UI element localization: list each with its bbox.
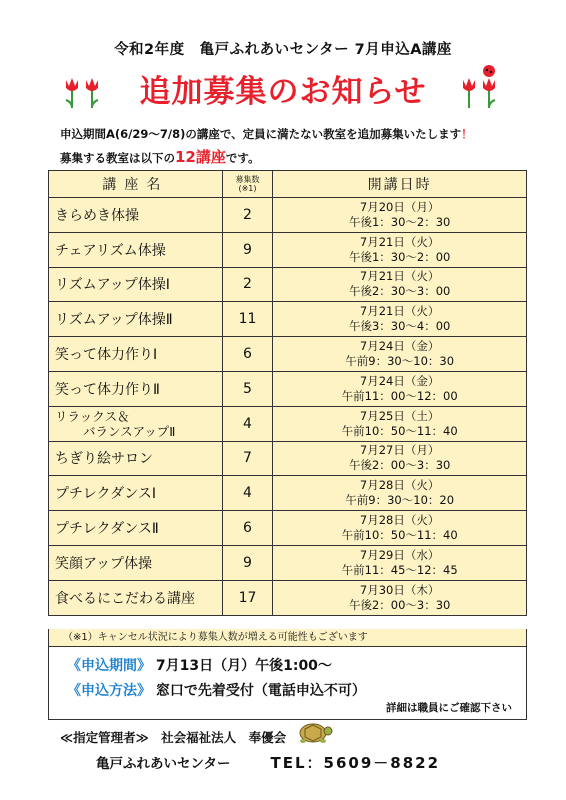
course-date: 7月28日（火） xyxy=(359,478,440,493)
course-name: 食べるにこだわる講座 xyxy=(55,590,195,607)
course-name: プチレクダンスⅡ xyxy=(55,521,159,538)
course-schedule xyxy=(273,545,527,580)
course-time: 午後2：30～3：00 xyxy=(348,284,451,299)
course-date: 7月24日（金） xyxy=(359,339,440,354)
course-schedule xyxy=(273,232,527,267)
course-schedule xyxy=(273,511,527,546)
table-row xyxy=(49,337,527,372)
course-name-cell xyxy=(49,511,223,546)
course-date: 7月27日（月） xyxy=(359,443,440,458)
course-date: 7月25日（土） xyxy=(359,408,440,423)
course-schedule xyxy=(273,337,527,372)
course-count: 6 xyxy=(222,511,273,546)
course-time: 午後1：30～2：30 xyxy=(348,214,451,229)
table-row xyxy=(49,232,527,267)
course-count: 2 xyxy=(222,198,273,233)
detail-contact: 詳細は職員にご確認下さい xyxy=(386,702,512,714)
cancellation-note: （※1）キャンセル状況により募集人数が増える可能性もございます xyxy=(48,629,527,647)
course-name-cell xyxy=(49,441,223,476)
course-name: 笑って体力作りⅠ xyxy=(55,347,158,364)
header-line: 令和2年度 亀戸ふれあいセンター 7月申込A講座 xyxy=(114,42,452,58)
table-row xyxy=(49,302,527,337)
application-info xyxy=(48,647,527,720)
intro-line-1 xyxy=(60,126,540,142)
turtle-icon xyxy=(293,719,335,745)
table-row xyxy=(49,545,527,580)
course-count: 2 xyxy=(222,267,273,302)
course-date: 7月24日（金） xyxy=(359,373,440,388)
course-time: 午後3：30～4：00 xyxy=(348,319,451,334)
course-table xyxy=(48,170,527,616)
course-schedule xyxy=(273,406,527,441)
course-count: 4 xyxy=(222,406,273,441)
header-count xyxy=(222,171,273,198)
course-name: プチレクダンスⅠ xyxy=(55,486,157,503)
header-count-note: (※1) xyxy=(238,184,257,193)
course-time: 午前11：00～12：00 xyxy=(341,388,458,403)
course-date: 7月29日（水） xyxy=(359,547,440,562)
table-row xyxy=(49,371,527,406)
course-date: 7月30日（木） xyxy=(359,582,440,597)
course-name: リラックス＆ xyxy=(55,408,130,424)
period-value: 7月13日（月）午後1:00～ xyxy=(155,658,332,674)
course-schedule xyxy=(273,267,527,302)
course-count: 4 xyxy=(222,476,273,511)
application-period xyxy=(67,655,332,675)
course-name-cell xyxy=(49,267,223,302)
course-name: きらめき体操 xyxy=(55,207,139,224)
course-date: 7月21日（火） xyxy=(359,234,440,249)
table-row xyxy=(49,198,527,233)
table-row xyxy=(49,406,527,441)
footer-contact xyxy=(96,752,440,773)
course-name: 笑顔アップ体操 xyxy=(55,555,153,572)
course-name-cell xyxy=(49,371,223,406)
course-time: 午前10：50～11：40 xyxy=(341,528,458,543)
course-schedule xyxy=(273,580,527,615)
manager-line: ≪指定管理者≫ 社会福祉法人 奉優会 xyxy=(60,730,287,745)
course-time: 午前9：30～10：20 xyxy=(345,493,455,508)
course-count: 11 xyxy=(222,302,273,337)
course-date: 7月21日（火） xyxy=(359,269,440,284)
course-count: 9 xyxy=(222,232,273,267)
course-name-cell xyxy=(49,232,223,267)
course-time: 午後1：30～2：00 xyxy=(348,249,451,264)
course-time: 午後2：00～3：30 xyxy=(348,458,451,473)
course-name-cell xyxy=(49,302,223,337)
course-count: 12講座 xyxy=(175,148,226,166)
table-row xyxy=(49,476,527,511)
course-date: 7月28日（火） xyxy=(359,513,440,528)
course-name: ちぎり絵サロン xyxy=(55,451,153,468)
course-name-cell xyxy=(49,545,223,580)
course-name-cell xyxy=(49,580,223,615)
header-count-label: 募集数 xyxy=(235,175,260,184)
course-table-body xyxy=(49,198,527,616)
course-schedule xyxy=(273,302,527,337)
course-time: 午後2：00～3：30 xyxy=(348,597,451,612)
page-title: 追加募集のお知らせ xyxy=(139,74,427,110)
intro-line-2 xyxy=(60,146,540,167)
intro-text-1: 申込期間A(6/29～7/8)の講座で、定員に満たない教室を追加募集いたします xyxy=(60,127,462,141)
intro-exclamation: ！ xyxy=(461,127,473,141)
course-name-cell xyxy=(49,198,223,233)
course-count: 7 xyxy=(222,441,273,476)
course-schedule xyxy=(273,371,527,406)
tulip-ladybug-icon xyxy=(455,62,515,112)
method-value: 窓口で先着受付（電話申込不可） xyxy=(155,683,366,699)
intro-text-2-pre: 募集する教室は以下の xyxy=(60,151,175,165)
course-name-cell xyxy=(49,476,223,511)
header-course-name: 講座名 xyxy=(49,171,223,198)
center-name: 亀戸ふれあいセンター xyxy=(96,756,231,772)
course-count: 9 xyxy=(222,545,273,580)
course-name-cell xyxy=(49,406,223,441)
course-time: 午前10：50～11：40 xyxy=(341,423,458,438)
course-name: リズムアップ体操Ⅱ xyxy=(55,312,173,329)
table-header-row xyxy=(49,171,527,198)
course-name-line-2: バランスアップⅡ xyxy=(83,423,176,439)
course-name: リズムアップ体操Ⅰ xyxy=(55,277,170,294)
table-row xyxy=(49,511,527,546)
course-count: 17 xyxy=(222,580,273,615)
intro-text-2-post: です。 xyxy=(225,151,260,165)
course-name: チェアリズム体操 xyxy=(55,242,166,259)
table-row xyxy=(49,580,527,615)
course-name: 笑って体力作りⅡ xyxy=(55,381,160,398)
table-row xyxy=(49,441,527,476)
course-count: 5 xyxy=(222,371,273,406)
course-schedule xyxy=(273,476,527,511)
course-date: 7月21日（火） xyxy=(359,304,440,319)
application-method xyxy=(67,680,366,700)
course-date: 7月20日（月） xyxy=(359,199,440,214)
course-time: 午前9：30～10：30 xyxy=(345,354,455,369)
period-label: 《申込期間》 xyxy=(67,658,151,674)
table-row xyxy=(49,267,527,302)
course-schedule xyxy=(273,198,527,233)
course-count: 6 xyxy=(222,337,273,372)
course-name-cell xyxy=(49,337,223,372)
phone-number: TEL：5609－8822 xyxy=(270,754,441,772)
method-label: 《申込方法》 xyxy=(67,683,151,699)
header-date: 開講日時 xyxy=(273,171,527,198)
course-schedule xyxy=(273,441,527,476)
course-time: 午前11：45～12：45 xyxy=(341,562,458,577)
